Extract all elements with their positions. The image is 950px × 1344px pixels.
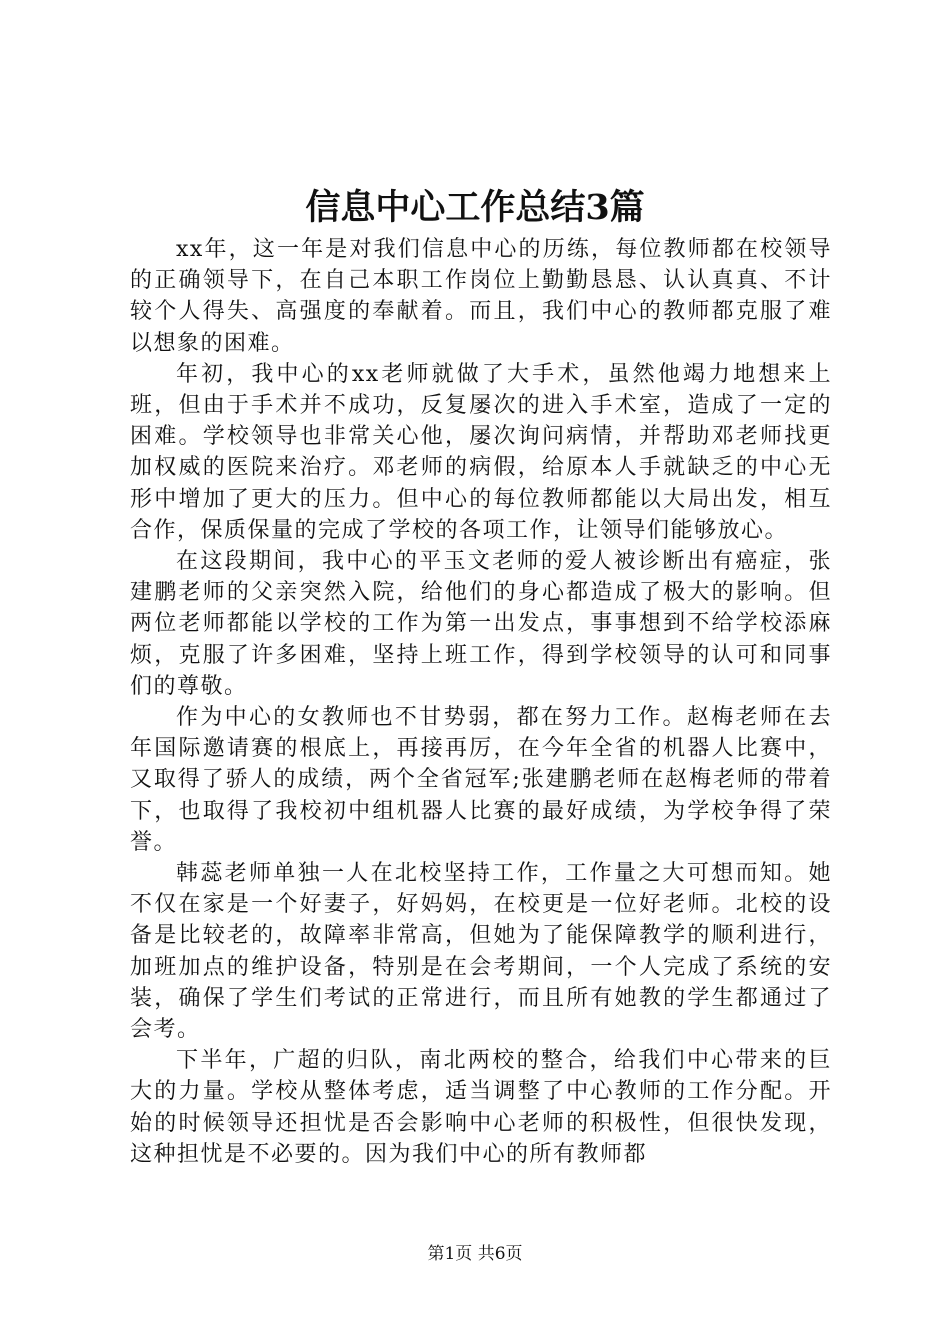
page-number-footer: 第1页 共6页 bbox=[427, 1244, 523, 1264]
document-body bbox=[130, 234, 832, 1170]
paragraph: 在这段期间，我中心的平玉文老师的爱人被诊断出有癌症，张建鹏老师的父亲突然入院，给他们的身心都造成了极大的影响。但两位老师都能以学校的工作为第一出发点，事事想到不给学校添麻烦，克服了许多困难，坚持上班工作，得到学校领导的认可和同事们的尊敬。 bbox=[130, 549, 832, 699]
paragraph: 作为中心的女教师也不甘势弱，都在努力工作。赵梅老师在去年国际邀请赛的根底上，再接再厉，在今年全省的机器人比赛中，又取得了骄人的成绩，两个全省冠军;张建鹏老师在赵梅老师的带着下，也取得了我校初中组机器人比赛的最好成绩，为学校争得了荣誉。 bbox=[130, 705, 832, 855]
paragraph: 下半年，广超的归队，南北两校的整合，给我们中心带来的巨大的力量。学校从整体考虑，适当调整了中心教师的工作分配。开始的时候领导还担忧是否会影响中心老师的积极性，但很快发现，这种担忧是不必要的。因为我们中心的所有教师都 bbox=[130, 1048, 832, 1167]
paragraph: 韩蕊老师单独一人在北校坚持工作，工作量之大可想而知。她不仅在家是一个好妻子，好妈妈，在校更是一位好老师。北校的设备是比较老的，故障率非常高，但她为了能保障教学的顺利进行，加班加点的维护设备，特别是在会考期间，一个人完成了系统的安装，确保了学生们考试的正常进行，而且所有她教的学生都通过了会考。 bbox=[130, 861, 832, 1043]
paragraph: xx年，这一年是对我们信息中心的历练，每位教师都在校领导的正确领导下，在自己本职工作岗位上勤勤恳恳、认认真真、不计较个人得失、高强度的奉献着。而且，我们中心的教师都克服了难以想象的困难。 bbox=[130, 237, 832, 356]
paragraph: 年初，我中心的xx老师就做了大手术，虽然他竭力地想来上班，但由于手术并不成功，反复屡次的进入手术室，造成了一定的困难。学校领导也非常关心他，屡次询问病情，并帮助邓老师找更加权威的医院来治疗。邓老师的病假，给原本人手就缺乏的中心无形中增加了更大的压力。但中心的每位教师都能以大局出发，相互合作，保质保量的完成了学校的各项工作，让领导们能够放心。 bbox=[130, 361, 832, 543]
document-title: 信息中心工作总结3篇 bbox=[305, 187, 645, 228]
